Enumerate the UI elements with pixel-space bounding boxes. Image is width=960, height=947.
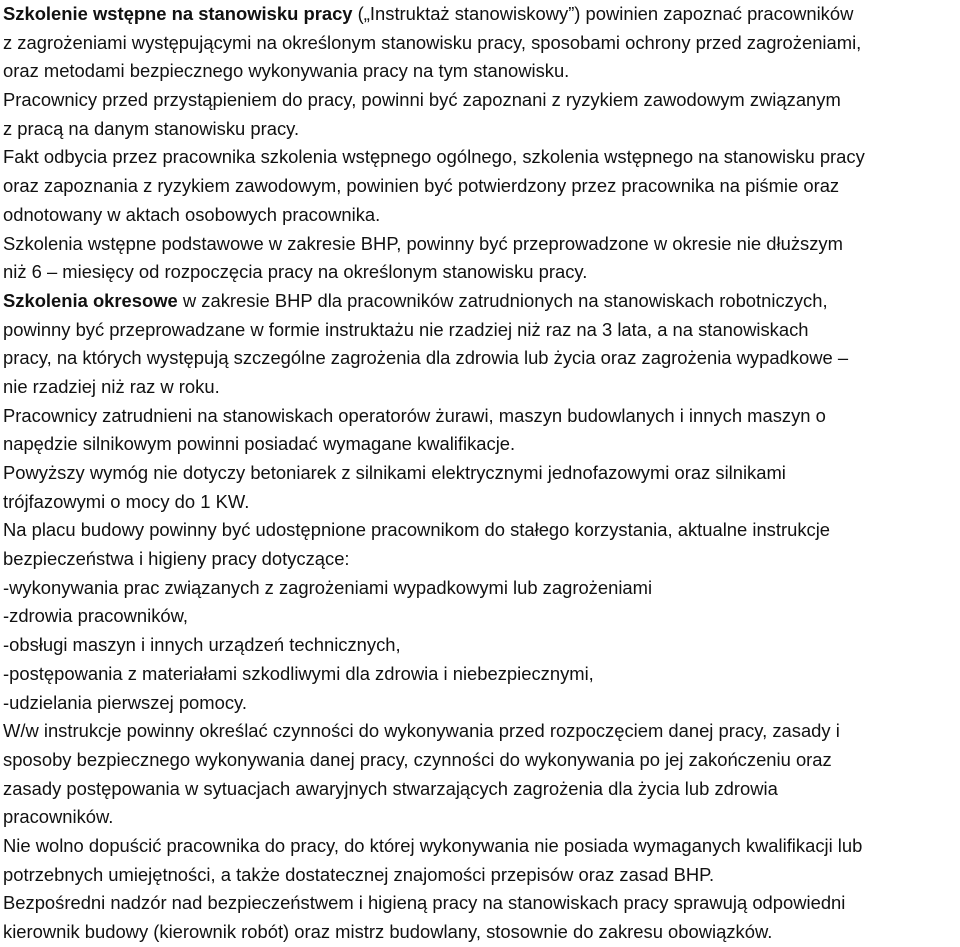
text-run: -obsługi maszyn i innych urządzeń technicznych, <box>3 634 401 656</box>
list-item <box>3 574 958 603</box>
text-run: powinny być przeprowadzane w formie instruktażu nie rzadziej niż raz na 3 lata, a na stanowiskach <box>3 318 809 340</box>
text-line <box>3 832 958 861</box>
text-line <box>3 402 958 431</box>
text-line <box>3 717 958 746</box>
text-line <box>3 889 958 918</box>
text-run: -wykonywania prac związanych z zagrożeniami wypadkowymi lub zagrożeniami <box>3 576 653 598</box>
text-line <box>3 344 958 373</box>
text-run: Fakt odbycia przez pracownika szkolenia wstępnego ogólnego, szkolenia wstępnego na stanowisku pracy <box>3 146 865 168</box>
text-run: oraz metodami bezpiecznego wykonywania pracy na tym stanowisku. <box>3 60 570 82</box>
text-line <box>3 172 958 201</box>
text-run: Powyższy wymóg nie dotyczy betoniarek z silnikami elektrycznymi jednofazowymi oraz silnikami <box>3 462 786 483</box>
text-line <box>3 0 958 29</box>
text-line <box>3 373 958 402</box>
text-run: Na placu budowy powinny być udostępnione pracownikom do stałego korzystania, aktualne instrukcje <box>3 519 831 541</box>
list-item <box>3 689 958 718</box>
text-run: sposoby bezpiecznego wykonywania danej pracy, czynności do wykonywania po jej zakończeniu oraz <box>3 748 832 770</box>
text-line <box>3 316 958 345</box>
text-run: odnotowany w aktach osobowych pracownika. <box>3 203 381 225</box>
text-line <box>3 803 958 832</box>
text-line <box>3 459 958 488</box>
bold-heading: Szkolenia okresowe <box>3 289 178 311</box>
text-line <box>3 918 958 947</box>
bold-heading: Szkolenie wstępne na stanowisku pracy <box>3 3 353 24</box>
list-item <box>3 602 958 631</box>
text-line <box>3 115 958 144</box>
text-line <box>3 86 958 115</box>
text-line <box>3 775 958 804</box>
text-line <box>3 545 958 574</box>
document-body <box>3 0 958 947</box>
text-line <box>3 230 958 259</box>
text-line <box>3 430 958 459</box>
text-run: zasady postępowania w sytuacjach awaryjnych stwarzających zagrożenia dla życia lub zdrowia <box>3 777 778 799</box>
text-run: („Instruktaż stanowiskowy”) powinien zapoznać pracowników <box>352 3 854 24</box>
text-run: w zakresie BHP dla pracowników zatrudnionych na stanowiskach robotniczych, <box>177 289 828 311</box>
text-run: z zagrożeniami występującymi na określonym stanowisku pracy, sposobami ochrony przed zagrożeniami, <box>3 31 862 53</box>
text-run: oraz zapoznania z ryzykiem zawodowym, powinien być potwierdzony przez pracownika na piśmie oraz <box>3 175 840 197</box>
text-run: -postępowania z materiałami szkodliwymi dla zdrowia i niebezpiecznymi, <box>3 662 594 684</box>
text-run: pracy, na których występują szczególne zagrożenia dla zdrowia lub życia oraz zagrożenia wypadkowe – <box>3 347 849 369</box>
text-run: Szkolenia wstępne podstawowe w zakresie BHP, powinny być przeprowadzone w okresie nie dłuższym <box>3 232 843 254</box>
text-run: kierownik budowy (kierownik robót) oraz mistrz budowlany, stosownie do zakresu obowiązków. <box>3 921 773 942</box>
text-run: bezpieczeństwa i higieny pracy dotyczące: <box>3 548 350 570</box>
text-line <box>3 258 958 287</box>
text-line <box>3 29 958 58</box>
text-run: pracowników. <box>3 806 114 828</box>
text-run: -udzielania pierwszej pomocy. <box>3 691 247 713</box>
text-line <box>3 201 958 230</box>
text-run: W/w instrukcje powinny określać czynności do wykonywania przed rozpoczęciem danej pracy, zasady i <box>3 720 840 742</box>
text-line <box>3 287 958 316</box>
text-line <box>3 143 958 172</box>
text-line <box>3 57 958 86</box>
text-line <box>3 861 958 890</box>
text-run: -zdrowia pracowników, <box>3 605 189 627</box>
text-line <box>3 516 958 545</box>
text-run: napędzie silnikowym powinni posiadać wymagane kwalifikacje. <box>3 433 516 455</box>
text-run: potrzebnych umiejętności, a także dostatecznej znajomości przepisów oraz zasad BHP. <box>3 863 715 885</box>
list-item <box>3 660 958 689</box>
text-run: Bezpośredni nadzór nad bezpieczeństwem i higieną pracy na stanowiskach pracy sprawują odpowiedni <box>3 892 846 914</box>
text-line <box>3 746 958 775</box>
text-run: niż 6 – miesięcy od rozpoczęcia pracy na określonym stanowisku pracy. <box>3 261 588 283</box>
text-run: z pracą na danym stanowisku pracy. <box>3 117 300 139</box>
list-item <box>3 631 958 660</box>
text-run: nie rzadziej niż raz w roku. <box>3 375 220 397</box>
text-run: Pracownicy przed przystąpieniem do pracy, powinni być zapoznani z ryzykiem zawodowym związanym <box>3 89 841 111</box>
text-line <box>3 488 958 517</box>
text-run: Nie wolno dopuścić pracownika do pracy, do której wykonywania nie posiada wymaganych kwalifikacji lub <box>3 834 863 856</box>
text-run: trójfazowymi o mocy do 1 KW. <box>3 490 250 512</box>
text-run: Pracownicy zatrudnieni na stanowiskach operatorów żurawi, maszyn budowlanych i innych maszyn o <box>3 404 826 426</box>
